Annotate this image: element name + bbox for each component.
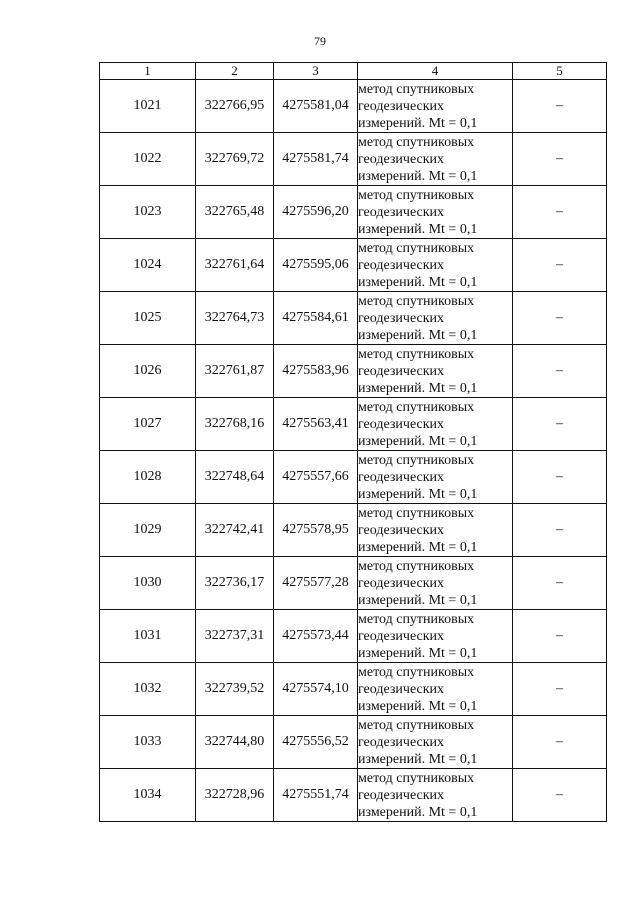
x-coordinate-cell: 322761,87 <box>196 345 274 398</box>
method-line: измерений. Mt = 0,1 <box>358 592 478 608</box>
method-line: метод спутниковых <box>358 505 475 521</box>
point-number-cell: 1021 <box>100 80 196 133</box>
column-header-3: 3 <box>274 63 358 80</box>
point-number-cell: 1026 <box>100 345 196 398</box>
method-line: геодезических <box>358 257 445 273</box>
point-number-cell: 1033 <box>100 716 196 769</box>
note-cell: – <box>513 504 607 557</box>
note-cell: – <box>513 133 607 186</box>
method-line: метод спутниковых <box>358 452 475 468</box>
method-line: метод спутниковых <box>358 134 475 150</box>
method-cell <box>358 239 513 292</box>
method-line: метод спутниковых <box>358 187 475 203</box>
method-line: измерений. Mt = 0,1 <box>358 698 478 714</box>
method-line: геодезических <box>358 628 445 644</box>
method-cell <box>358 769 513 822</box>
method-cell <box>358 80 513 133</box>
coordinates-table <box>99 62 607 822</box>
x-coordinate-cell: 322736,17 <box>196 557 274 610</box>
note-cell: – <box>513 292 607 345</box>
note-cell: – <box>513 610 607 663</box>
table-header <box>100 63 607 80</box>
y-coordinate-cell: 4275584,61 <box>274 292 358 345</box>
y-coordinate-cell: 4275557,66 <box>274 451 358 504</box>
column-header-2: 2 <box>196 63 274 80</box>
method-cell <box>358 398 513 451</box>
method-line: геодезических <box>358 363 445 379</box>
method-cell <box>358 504 513 557</box>
table-row <box>100 292 607 345</box>
method-line: измерений. Mt = 0,1 <box>358 539 478 555</box>
table-row <box>100 345 607 398</box>
y-coordinate-cell: 4275581,04 <box>274 80 358 133</box>
y-coordinate-cell: 4275578,95 <box>274 504 358 557</box>
table-row <box>100 186 607 239</box>
method-line: метод спутниковых <box>358 717 475 733</box>
column-header-1: 1 <box>100 63 196 80</box>
x-coordinate-cell: 322768,16 <box>196 398 274 451</box>
note-cell: – <box>513 345 607 398</box>
y-coordinate-cell: 4275595,06 <box>274 239 358 292</box>
method-cell <box>358 133 513 186</box>
table-row <box>100 557 607 610</box>
point-number-cell: 1032 <box>100 663 196 716</box>
table-row <box>100 133 607 186</box>
x-coordinate-cell: 322769,72 <box>196 133 274 186</box>
point-number-cell: 1031 <box>100 610 196 663</box>
method-line: геодезических <box>358 522 445 538</box>
method-line: метод спутниковых <box>358 770 475 786</box>
note-cell: – <box>513 716 607 769</box>
method-line: геодезических <box>358 310 445 326</box>
point-number-cell: 1024 <box>100 239 196 292</box>
method-line: измерений. Mt = 0,1 <box>358 327 478 343</box>
table-row <box>100 610 607 663</box>
note-cell: – <box>513 769 607 822</box>
method-line: метод спутниковых <box>358 399 475 415</box>
table-row <box>100 769 607 822</box>
method-cell <box>358 557 513 610</box>
method-line: измерений. Mt = 0,1 <box>358 645 478 661</box>
note-cell: – <box>513 451 607 504</box>
y-coordinate-cell: 4275551,74 <box>274 769 358 822</box>
method-line: измерений. Mt = 0,1 <box>358 433 478 449</box>
y-coordinate-cell: 4275583,96 <box>274 345 358 398</box>
x-coordinate-cell: 322748,64 <box>196 451 274 504</box>
method-line: измерений. Mt = 0,1 <box>358 804 478 820</box>
point-number-cell: 1029 <box>100 504 196 557</box>
method-line: измерений. Mt = 0,1 <box>358 115 478 131</box>
method-cell <box>358 716 513 769</box>
column-header-5: 5 <box>513 63 607 80</box>
method-cell <box>358 345 513 398</box>
x-coordinate-cell: 322737,31 <box>196 610 274 663</box>
x-coordinate-cell: 322765,48 <box>196 186 274 239</box>
method-line: метод спутниковых <box>358 558 475 574</box>
x-coordinate-cell: 322739,52 <box>196 663 274 716</box>
table-body <box>100 80 607 822</box>
method-cell <box>358 610 513 663</box>
y-coordinate-cell: 4275573,44 <box>274 610 358 663</box>
method-line: измерений. Mt = 0,1 <box>358 380 478 396</box>
y-coordinate-cell: 4275556,52 <box>274 716 358 769</box>
method-line: метод спутниковых <box>358 664 475 680</box>
column-header-4: 4 <box>358 63 513 80</box>
method-line: измерений. Mt = 0,1 <box>358 751 478 767</box>
table-row <box>100 239 607 292</box>
method-line: геодезических <box>358 734 445 750</box>
note-cell: – <box>513 398 607 451</box>
method-line: геодезических <box>358 469 445 485</box>
note-cell: – <box>513 239 607 292</box>
point-number-cell: 1030 <box>100 557 196 610</box>
note-cell: – <box>513 80 607 133</box>
method-cell <box>358 292 513 345</box>
y-coordinate-cell: 4275574,10 <box>274 663 358 716</box>
point-number-cell: 1028 <box>100 451 196 504</box>
header-row <box>100 63 607 80</box>
point-number-cell: 1025 <box>100 292 196 345</box>
method-line: геодезических <box>358 681 445 697</box>
method-line: измерений. Mt = 0,1 <box>358 221 478 237</box>
page-number: 79 <box>314 34 326 48</box>
y-coordinate-cell: 4275563,41 <box>274 398 358 451</box>
method-line: измерений. Mt = 0,1 <box>358 486 478 502</box>
method-line: метод спутниковых <box>358 611 475 627</box>
y-coordinate-cell: 4275577,28 <box>274 557 358 610</box>
point-number-cell: 1034 <box>100 769 196 822</box>
method-line: геодезических <box>358 151 445 167</box>
method-cell <box>358 186 513 239</box>
y-coordinate-cell: 4275581,74 <box>274 133 358 186</box>
method-line: метод спутниковых <box>358 346 475 362</box>
method-line: геодезических <box>358 787 445 803</box>
point-number-cell: 1022 <box>100 133 196 186</box>
note-cell: – <box>513 557 607 610</box>
x-coordinate-cell: 322766,95 <box>196 80 274 133</box>
method-cell <box>358 663 513 716</box>
method-line: метод спутниковых <box>358 293 475 309</box>
y-coordinate-cell: 4275596,20 <box>274 186 358 239</box>
table-row <box>100 451 607 504</box>
method-line: измерений. Mt = 0,1 <box>358 274 478 290</box>
x-coordinate-cell: 322761,64 <box>196 239 274 292</box>
method-line: геодезических <box>358 416 445 432</box>
x-coordinate-cell: 322742,41 <box>196 504 274 557</box>
method-line: измерений. Mt = 0,1 <box>358 168 478 184</box>
point-number-cell: 1027 <box>100 398 196 451</box>
x-coordinate-cell: 322764,73 <box>196 292 274 345</box>
x-coordinate-cell: 322744,80 <box>196 716 274 769</box>
method-line: метод спутниковых <box>358 81 475 97</box>
method-line: геодезических <box>358 575 445 591</box>
x-coordinate-cell: 322728,96 <box>196 769 274 822</box>
method-cell <box>358 451 513 504</box>
table-row <box>100 504 607 557</box>
table-row <box>100 398 607 451</box>
table-row <box>100 80 607 133</box>
note-cell: – <box>513 186 607 239</box>
method-line: геодезических <box>358 98 445 114</box>
point-number-cell: 1023 <box>100 186 196 239</box>
note-cell: – <box>513 663 607 716</box>
table-row <box>100 663 607 716</box>
table-row <box>100 716 607 769</box>
method-line: геодезических <box>358 204 445 220</box>
method-line: метод спутниковых <box>358 240 475 256</box>
